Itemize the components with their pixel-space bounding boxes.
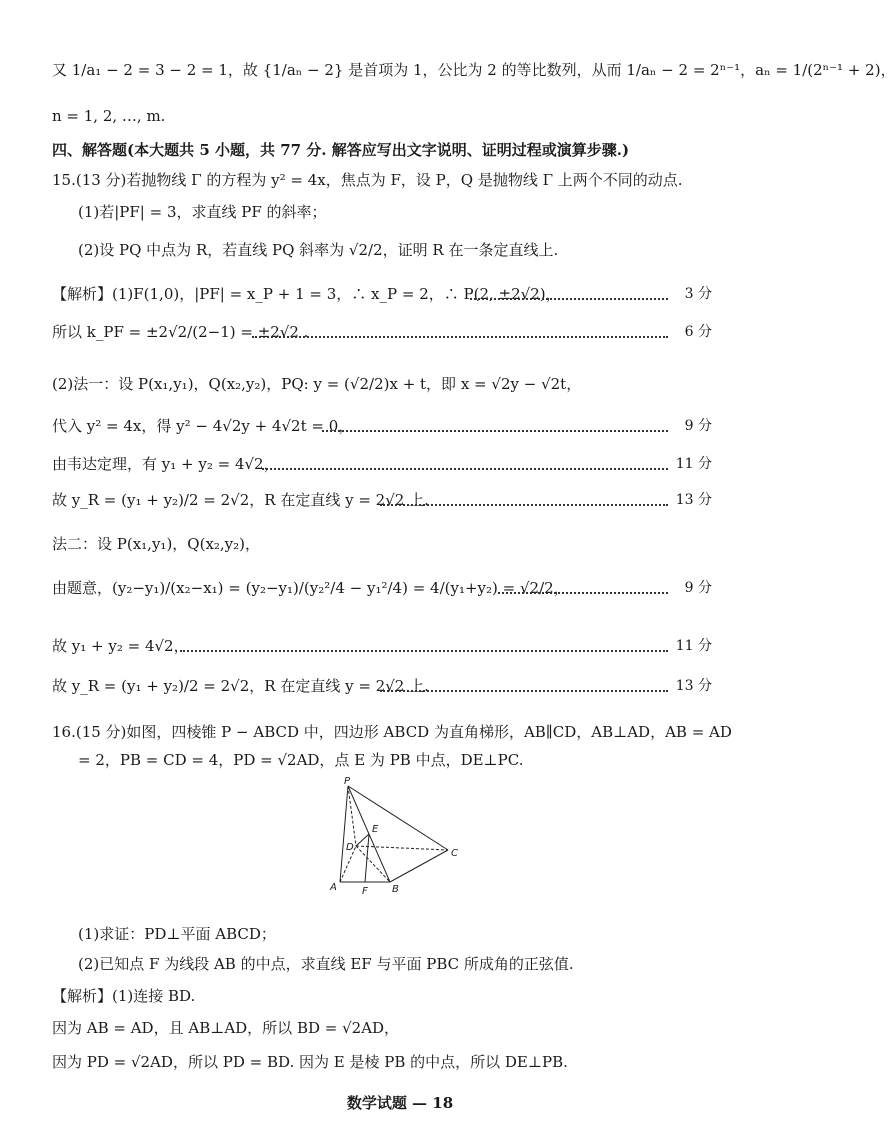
q16-part1: (1)求证：PD⊥平面 ABCD； bbox=[78, 925, 276, 943]
score-3: 3 分 bbox=[684, 286, 712, 302]
q15-method2-3: 故 y₁ + y₂ = 4√2， bbox=[52, 637, 189, 655]
q15-method2-4: 故 y_R = (y₁ + y₂)/2 = 2√2，R 在定直线 y = 2√2 上. bbox=[52, 677, 429, 695]
prev-solution-line-2: n = 1, 2, …, m. bbox=[52, 107, 166, 125]
q15-method1-1: (2)法一：设 P(x₁,y₁)，Q(x₂,y₂)，PQ: y = (√2/2)x + t，即 x = √2y − √2t， bbox=[52, 375, 582, 393]
q15-method1-3: 由韦达定理，有 y₁ + y₂ = 4√2， bbox=[52, 455, 279, 473]
label-A: A bbox=[330, 882, 337, 893]
dot-leader bbox=[380, 504, 668, 506]
q16-stem-1: 16.(15 分)如图，四棱锥 P − ABCD 中，四边形 ABCD 为直角梯形，AB∥CD，AB⊥AD，AB = AD bbox=[52, 723, 732, 741]
score-13a: 13 分 bbox=[675, 492, 712, 508]
edge-DB bbox=[356, 846, 390, 882]
q15-answer-2: 所以 k_PF = ±2√2/(2−1) = ±2√2 . bbox=[52, 323, 309, 341]
dot-leader bbox=[252, 336, 668, 338]
dot-leader bbox=[470, 298, 668, 300]
q15-method2-2: 由题意，(y₂−y₁)/(x₂−x₁) = (y₂−y₁)/(y₂²/4 − y₁²/4) = 4/(y₁+y₂) = √2/2， bbox=[52, 579, 569, 597]
q15-method2-1: 法二：设 P(x₁,y₁)，Q(x₂,y₂)， bbox=[52, 535, 261, 553]
label-D: D bbox=[346, 842, 354, 853]
dot-leader bbox=[380, 690, 668, 692]
dot-leader bbox=[498, 592, 668, 594]
label-F: F bbox=[362, 886, 368, 897]
score-9a: 9 分 bbox=[684, 418, 712, 434]
score-13b: 13 分 bbox=[675, 678, 712, 694]
edge-PC bbox=[348, 786, 448, 850]
score-9b: 9 分 bbox=[684, 580, 712, 596]
q16-stem-2: = 2，PB = CD = 4，PD = √2AD，点 E 为 PB 中点，DE⊥PC. bbox=[78, 751, 524, 769]
dot-leader bbox=[180, 650, 668, 652]
q15-answer-1: 【解析】(1)F(1,0)，|PF| = x_P + 1 = 3，∴ x_P = 2，∴ P(2, ±2√2)， bbox=[52, 285, 561, 303]
q16-answer-1: 【解析】(1)连接 BD. bbox=[52, 987, 196, 1005]
label-C: C bbox=[451, 848, 458, 859]
q15-method1-2: 代入 y² = 4x，得 y² − 4√2y + 4√2t = 0， bbox=[52, 417, 354, 435]
dot-leader bbox=[322, 430, 668, 432]
score-11a: 11 分 bbox=[675, 456, 712, 472]
score-6: 6 分 bbox=[684, 324, 712, 340]
q16-answer-2: 因为 AB = AD，且 AB⊥AD，所以 BD = √2AD， bbox=[52, 1019, 400, 1037]
q15-part1: (1)若|PF| = 3，求直线 PF 的斜率； bbox=[78, 203, 327, 221]
segment-EF bbox=[365, 834, 369, 882]
label-P: P bbox=[344, 776, 351, 787]
prev-solution-line-1: 又 1/a₁ − 2 = 3 − 2 = 1，故 {1/aₙ − 2} 是首项为 1，公比为 2 的等比数列，从而 1/aₙ − 2 = 2ⁿ⁻¹，aₙ = 1/(2ⁿ⁻¹ + 2)， bbox=[52, 61, 896, 79]
q16-part2: (2)已知点 F 为线段 AB 的中点，求直线 EF 与平面 PBC 所成角的正弦值. bbox=[78, 955, 574, 973]
section-header: 四、解答题(本大题共 5 小题，共 77 分. 解答应写出文字说明、证明过程或演算步骤.) bbox=[52, 141, 630, 159]
q15-part2: (2)设 PQ 中点为 R，若直线 PQ 斜率为 √2/2，证明 R 在一条定直线上. bbox=[78, 241, 559, 259]
q16-answer-3: 因为 PD = √2AD，所以 PD = BD. 因为 E 是棱 PB 的中点，所以 DE⊥PB. bbox=[52, 1053, 568, 1071]
q15-method1-4: 故 y_R = (y₁ + y₂)/2 = 2√2，R 在定直线 y = 2√2 上. bbox=[52, 491, 429, 509]
page-footer: 数学试题 — 18 bbox=[346, 1094, 454, 1112]
q15-stem: 15.(13 分)若抛物线 Γ 的方程为 y² = 4x，焦点为 F，设 P，Q 是抛物线 Γ 上两个不同的动点. bbox=[52, 171, 683, 189]
label-B: B bbox=[392, 884, 399, 895]
pyramid-figure bbox=[320, 778, 470, 898]
segment-DE bbox=[356, 834, 369, 846]
score-11b: 11 分 bbox=[675, 638, 712, 654]
edge-DC bbox=[356, 846, 448, 850]
edge-BC bbox=[390, 850, 448, 882]
dot-leader bbox=[262, 468, 668, 470]
label-E: E bbox=[372, 824, 379, 835]
